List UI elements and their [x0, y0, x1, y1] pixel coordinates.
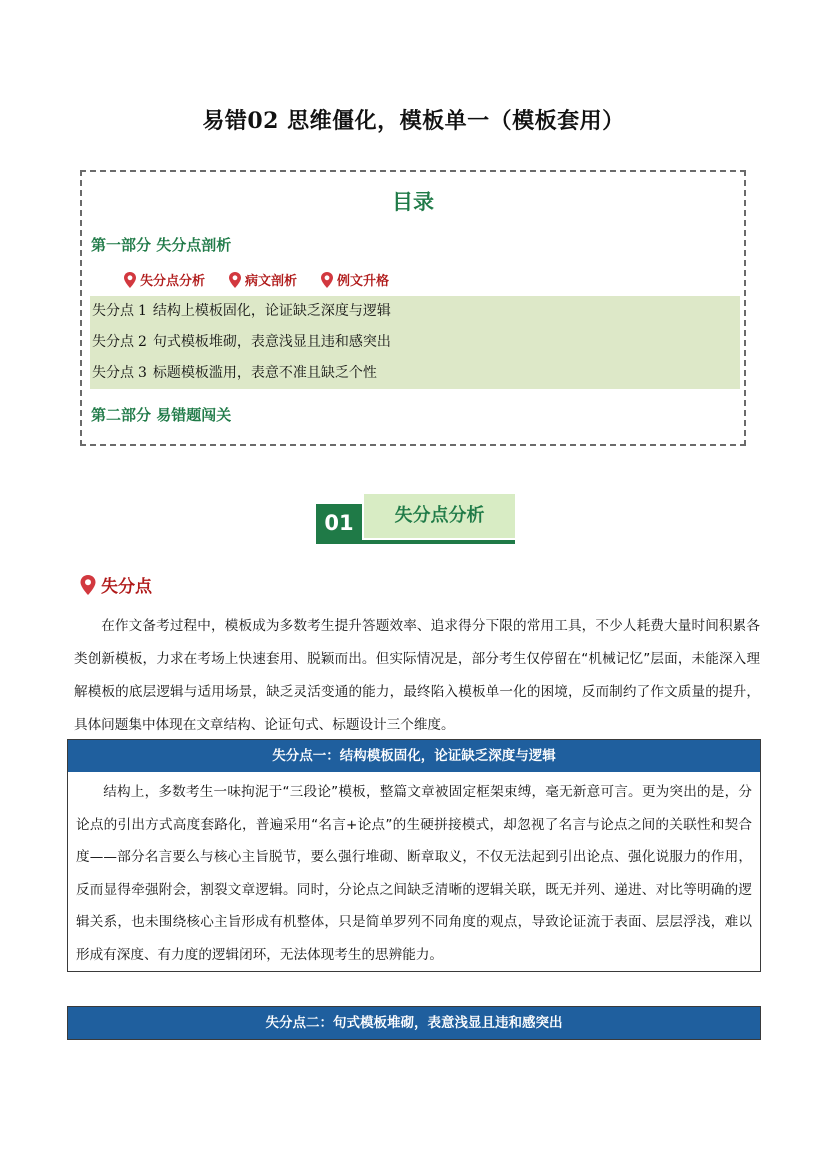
toc-item-number: 3 [138, 365, 147, 381]
toc-tag-label: 例文升格 [337, 274, 390, 289]
badge-number: 01 [316, 504, 362, 542]
toc-items [90, 296, 740, 389]
toc-part-1-link[interactable]: 第一部分 失分点剖析 [91, 236, 232, 254]
toc-tag-upgrade[interactable] [319, 270, 389, 289]
location-pin-icon [78, 573, 98, 597]
badge-label: 失分点分析 [364, 494, 515, 538]
toc-tag-label: 失分点分析 [140, 274, 206, 289]
fault-card-2 [67, 1006, 761, 1040]
toc-part-2-link[interactable]: 第二部分 易错题闯关 [91, 406, 232, 424]
toc-item-1[interactable] [90, 296, 740, 327]
toc-heading: 目录 [392, 190, 434, 214]
table-of-contents [80, 170, 746, 446]
intro-paragraph: 在作文备考过程中，模板成为多数考生提升答题效率、追求得分下限的常用工具，不少人耗费大量时间积累各类创新模板，力求在考场上快速套用、脱颖而出。但实际情况是，部分考生仅停留在“机械记忆”层面，未能深入理解模板的底层逻辑与适用场景，缺乏灵活变通的能力，最终陷入模板单一化的困境，反而制约了作文质量的提升，具体问题集中体现在文章结构、论证句式、标题设计三个维度。 [74, 618, 760, 733]
toc-item-prefix: 失分点 [92, 365, 134, 381]
toc-item-3[interactable] [90, 358, 740, 389]
toc-tag-analysis[interactable] [122, 270, 205, 289]
toc-item-text: 标题模板滥用，表意不准且缺乏个性 [152, 365, 377, 381]
fault-card-1 [67, 739, 761, 972]
badge-underline [316, 540, 515, 544]
toc-item-prefix: 失分点 [92, 334, 134, 350]
page-title: 易错02 思维僵化，模板单一（模板套用） [202, 108, 625, 134]
location-pin-icon [122, 271, 138, 289]
toc-item-2[interactable] [90, 327, 740, 358]
toc-tag-label: 病文剖析 [245, 274, 298, 289]
toc-item-text: 结构上模板固化，论证缺乏深度与逻辑 [152, 303, 391, 319]
section-heading [78, 572, 152, 597]
fault-card-body: 结构上，多数考生一味拘泥于“三段论”模板，整篇文章被固定框架束缚，毫无新意可言。更为突出的是，分论点的引出方式高度套路化，普遍采用“名言+论点”的生硬拼接模式，却忽视了名言与论点之间的关联性和契合度——部分名言要么与核心主旨脱节，要么强行堆砌、断章取义，不仅无法起到引出论点、强化说服力的作用，反而显得牵强附会，割裂文章逻辑。同时，分论点之间缺乏清晰的逻辑关联，既无并列、递进、对比等明确的逻辑关系，也未围绕核心主旨形成有机整体，只是简单罗列不同角度的观点，导致论证流于表面、层层浮浅，难以形成有深度、有力度的逻辑闭环，无法体现考生的思辨能力。 [76, 784, 752, 963]
fault-card-header: 失分点二：句式模板堆砌，表意浅显且违和感突出 [68, 1007, 760, 1039]
toc-item-prefix: 失分点 [92, 303, 134, 319]
toc-item-number: 1 [138, 303, 147, 319]
toc-item-number: 2 [138, 334, 147, 350]
section-heading-text: 失分点 [101, 577, 152, 597]
fault-card-header: 失分点一：结构模板固化，论证缺乏深度与逻辑 [68, 740, 760, 772]
toc-tag-flawed-essay[interactable] [227, 270, 297, 289]
location-pin-icon [227, 271, 243, 289]
toc-item-text: 句式模板堆砌，表意浅显且违和感突出 [152, 334, 391, 350]
section-badge [316, 494, 515, 544]
location-pin-icon [319, 271, 335, 289]
toc-tags [122, 270, 389, 289]
